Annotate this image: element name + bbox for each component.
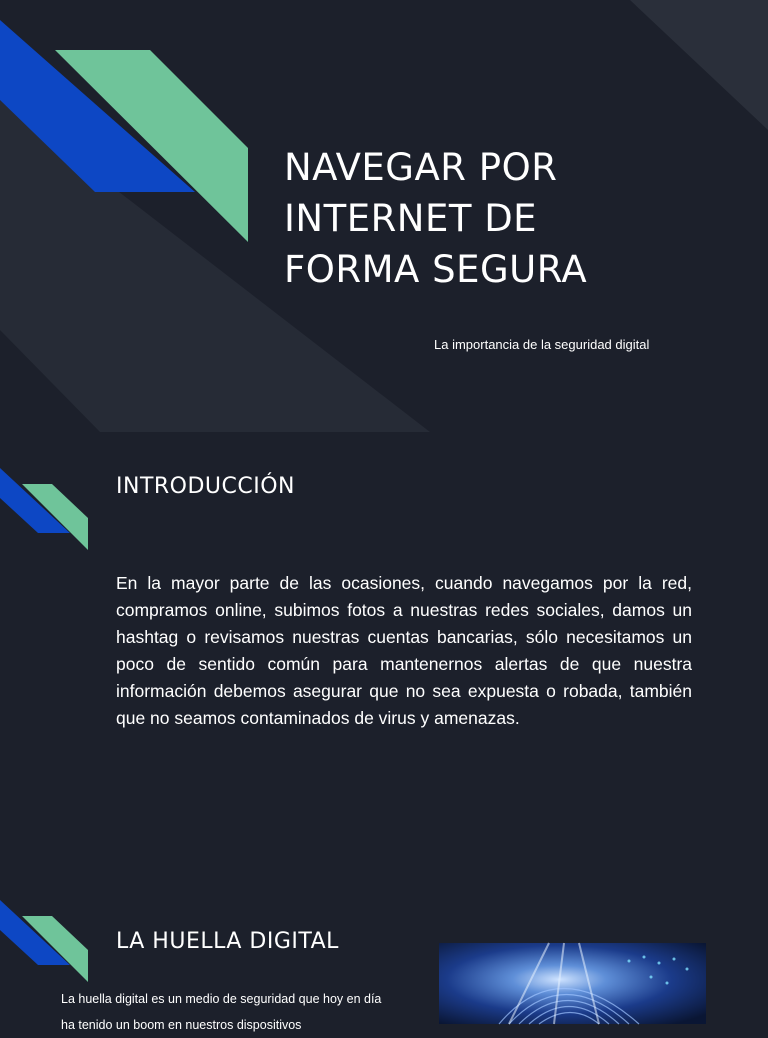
fingerprint-tech-image [439,943,706,1024]
cover-title-line-2: INTERNET DE [284,197,538,240]
intro-heading: INTRODUCCIÓN [116,474,296,499]
cover-title-line-3: FORMA SEGURA [284,248,588,291]
cover-title [284,142,744,295]
cover-title-line-1: NAVEGAR POR [284,146,558,189]
huella-body: La huella digital es un medio de seguridad que hoy en día ha tenido un boom en nuestros dispositivos [61,992,382,1032]
shadow-band-corner [630,0,768,130]
huella-heading: LA HUELLA DIGITAL [116,929,339,954]
fingerprint-image-art [439,943,706,1024]
intro-body: En la mayor parte de las ocasiones, cuando navegamos por la red, compramos online, subimos fotos a nuestras redes sociales, damos un hashtag o revisamos nuestras cuentas bancarias, sólo necesitamos un poco de sentido común para mantenernos alertas de que nuestra información debemos asegurar que no sea expuesta o robada, también que no seamos contaminados de virus y amenazas. [116,573,692,728]
cover-subtitle: La importancia de la seguridad digital [434,337,650,352]
